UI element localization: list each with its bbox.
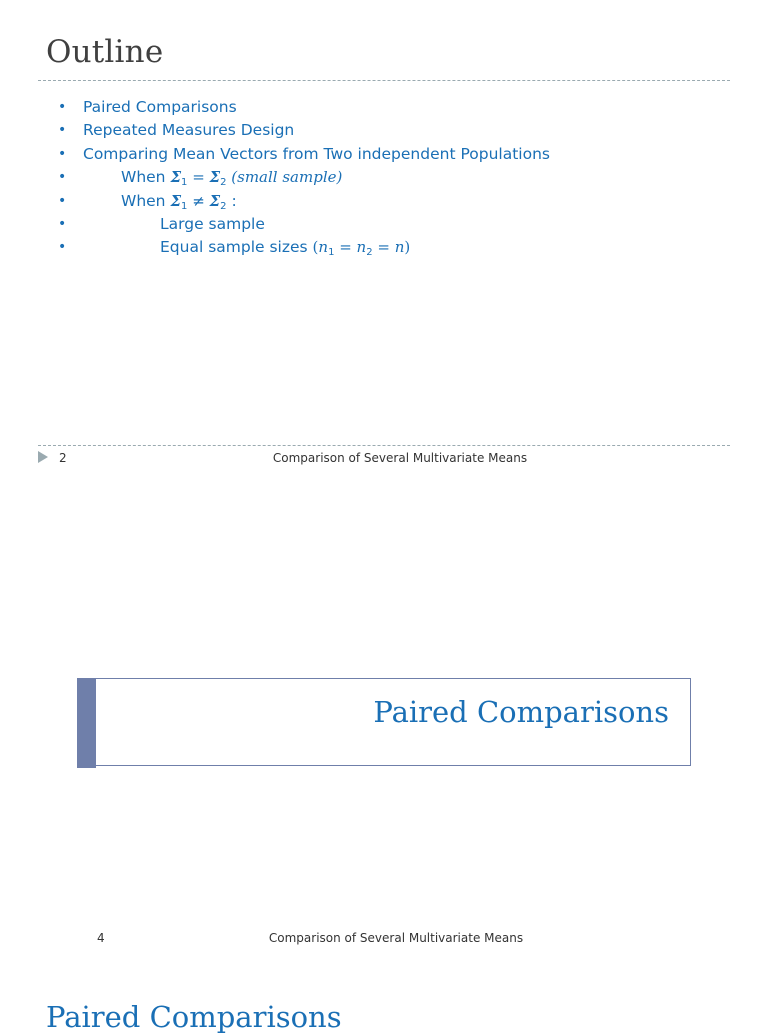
math-sigma: Σ bbox=[209, 168, 221, 187]
math-subscript: 2 bbox=[366, 247, 373, 259]
bullet-text-equal-sizes bbox=[160, 236, 410, 264]
bullet-text: Comparing Mean Vectors from Two independent Populations bbox=[83, 144, 550, 163]
math-var: n bbox=[318, 238, 329, 257]
bullet-icon: • bbox=[58, 239, 67, 256]
math-subscript: 2 bbox=[220, 200, 227, 212]
slide-outline bbox=[0, 0, 768, 480]
slide-next-partial bbox=[0, 960, 768, 1034]
math-operator: = bbox=[372, 238, 395, 257]
bullet-icon: • bbox=[58, 122, 67, 139]
math-subscript: 1 bbox=[328, 247, 335, 259]
bullet-icon: • bbox=[58, 169, 67, 186]
bullet-prefix: Equal sample sizes bbox=[160, 238, 313, 257]
bullet-text: Repeated Measures Design bbox=[83, 121, 295, 140]
math-var: n bbox=[356, 238, 367, 257]
math-sigma: Σ bbox=[209, 191, 221, 210]
slide-section-header bbox=[0, 480, 768, 960]
bullet-prefix: When bbox=[121, 191, 171, 210]
footer-text: Comparison of Several Multivariate Means bbox=[272, 451, 528, 465]
section-accent-bar bbox=[77, 678, 96, 768]
bullet-prefix: When bbox=[121, 168, 171, 187]
math-operator: = bbox=[334, 238, 357, 257]
bullet-icon: • bbox=[58, 99, 67, 115]
math-sigma: Σ bbox=[170, 168, 182, 187]
title-divider bbox=[38, 80, 730, 81]
bullet-icon: • bbox=[58, 215, 67, 232]
section-title-box bbox=[77, 678, 691, 766]
slide-title: Paired Comparisons bbox=[46, 1000, 342, 1034]
slide-title: Outline bbox=[46, 34, 164, 70]
math-subscript: 1 bbox=[181, 177, 188, 189]
math-operator: ≠ bbox=[187, 191, 210, 210]
math-paren: ) bbox=[404, 238, 411, 257]
math-var: n bbox=[394, 238, 405, 257]
section-title: Paired Comparisons bbox=[373, 695, 669, 729]
bullet-icon: • bbox=[58, 192, 67, 209]
footer-text: Comparison of Several Multivariate Means bbox=[268, 931, 524, 945]
math-sigma: Σ bbox=[170, 191, 182, 210]
bullet-icon: • bbox=[58, 145, 67, 162]
page-number: 4 bbox=[97, 931, 105, 945]
math-subscript: 2 bbox=[220, 177, 227, 189]
bullet-text: Paired Comparisons bbox=[83, 98, 237, 116]
math-parenthetical: (small sample) bbox=[226, 168, 343, 187]
bullet-text: Large sample bbox=[160, 214, 265, 233]
math-paren: ( bbox=[312, 238, 319, 257]
bullet-suffix: : bbox=[226, 191, 237, 210]
footer-divider bbox=[38, 445, 730, 446]
page-number: 2 bbox=[59, 451, 67, 465]
math-subscript: 1 bbox=[181, 200, 188, 212]
math-operator: = bbox=[187, 168, 210, 187]
